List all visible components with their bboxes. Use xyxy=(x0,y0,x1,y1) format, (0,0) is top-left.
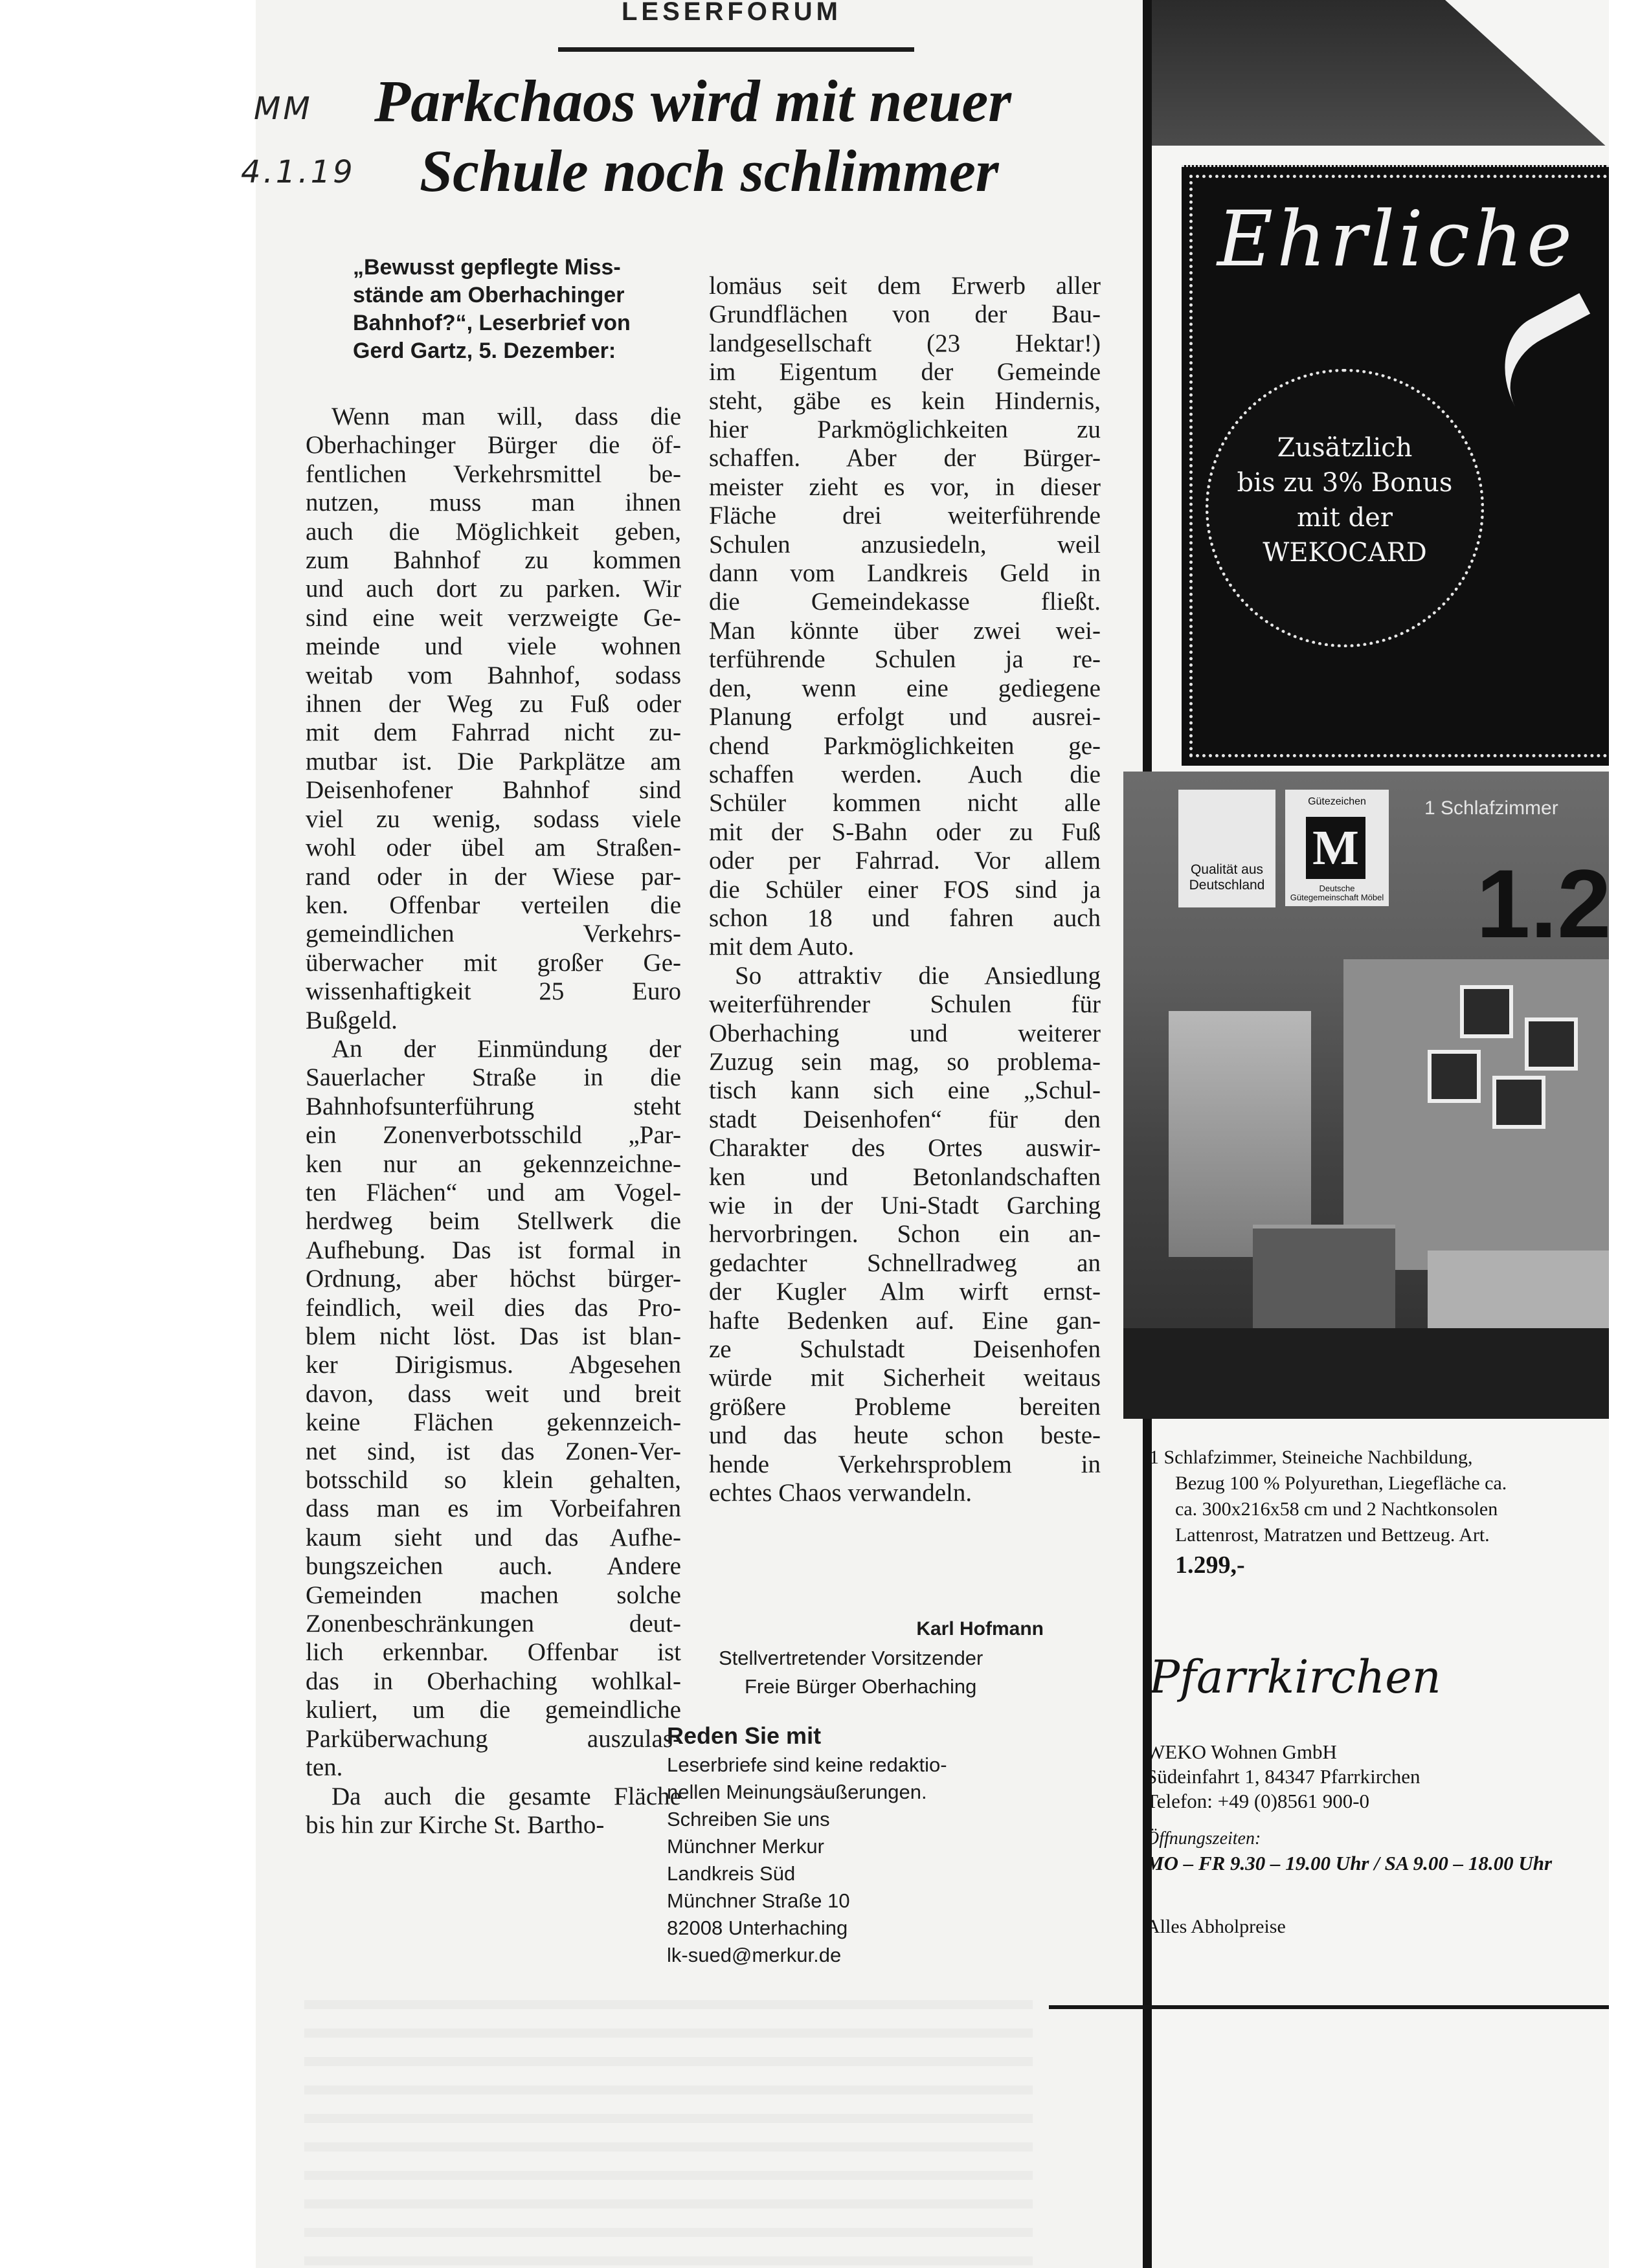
article-line: ihnen der Weg zu Fuß oder xyxy=(306,690,681,718)
article-line: hier Parkmöglichkeiten zu xyxy=(709,416,1101,444)
quality-mark-logo: M xyxy=(1306,817,1365,879)
hours-label: Öffnungszeiten: xyxy=(1146,1829,1261,1849)
article-line: Oberhachinger Bürger die öf- xyxy=(306,431,681,460)
quality-mark-bottom: Deutsche Gütegemeinschaft Möbel xyxy=(1290,884,1384,902)
article-line: viel zu wenig, sodass viele xyxy=(306,805,681,833)
article-line: Deisenhofener Bahnhof sind xyxy=(306,776,681,805)
article-line: nutzen, muss man ihnen xyxy=(306,489,681,517)
article-line: mit der S-Bahn oder zu Fuß xyxy=(709,817,1101,846)
article-line: Oberhaching und weiterer xyxy=(709,1019,1101,1047)
article-line: ten. xyxy=(306,1753,343,1782)
big-price: 1.2 xyxy=(1476,849,1612,958)
photo-window xyxy=(1169,1011,1311,1257)
article-line: und auch dort zu parken. Wir xyxy=(306,575,681,603)
article-line: wohl oder übel am Straßen- xyxy=(306,834,681,862)
ad-bottom-rule xyxy=(1049,2005,1609,2009)
product-line: 1 Schlafzimmer, Steineiche Nachbildung, xyxy=(1149,1447,1473,1468)
article-line: feindlich, weil dies das Pro- xyxy=(306,1293,681,1322)
headline-line-1: Parkchaos wird mit neuer xyxy=(374,68,1012,134)
article-line: die Gemeindekasse fließt. xyxy=(709,588,1101,616)
article-line: herdweg beim Stellwerk die xyxy=(306,1207,681,1236)
info-box-line: Leserbriefe sind keine redaktio- xyxy=(667,1753,947,1776)
letter-column-1 xyxy=(306,403,681,1840)
bonus-line: Zusätzlich xyxy=(1277,433,1413,463)
article-line: überwacher mit großer Ge- xyxy=(306,948,681,977)
article-line: mit dem Auto. xyxy=(709,933,855,961)
bonus-text xyxy=(1206,430,1484,570)
article-line: landgesellschaft (23 Hektar!) xyxy=(709,329,1101,357)
article-line: schaffen werden. Auch die xyxy=(709,760,1101,788)
article-line: net sind, ist das Zonen-Ver- xyxy=(306,1437,681,1465)
article-line: auch die Möglichkeit geben, xyxy=(306,517,681,546)
article-line: Schüler kommen nicht alle xyxy=(709,789,1101,817)
quality-mark-badge xyxy=(1285,790,1389,906)
headline-line-2: Schule noch schlimmer xyxy=(420,138,999,204)
ad-script-headline: Ehrliche xyxy=(1217,194,1576,284)
section-rule xyxy=(558,47,914,52)
article-line: dass man es im Vorbeifahren xyxy=(306,1495,681,1523)
article-line: Parküberwachung auszulas- xyxy=(306,1724,681,1753)
intro-line: „Bewusst gepflegte Miss- xyxy=(353,255,621,280)
article-line: Zonenbeschränkungen deut- xyxy=(306,1610,681,1638)
product-line: ca. 300x216x58 cm und 2 Nachtkonsolen xyxy=(1175,1498,1498,1520)
article-line: schaffen. Aber der Bürger- xyxy=(709,444,1101,472)
article-line: hafte Bedenken auf. Eine gan- xyxy=(709,1306,1101,1335)
info-box-line: Landkreis Süd xyxy=(667,1862,796,1885)
article-line: bungszeichen auch. Andere xyxy=(306,1552,681,1581)
wall-picture xyxy=(1460,985,1513,1038)
quality-badge-label: Qualität aus Deutschland xyxy=(1189,862,1265,893)
info-box-line: Schreiben Sie uns xyxy=(667,1808,830,1830)
info-box-line: Münchner Straße 10 xyxy=(667,1889,850,1912)
article-line: gemeindlichen Verkehrs- xyxy=(306,920,681,948)
article-line: Aufhebung. Das ist formal in xyxy=(306,1236,681,1264)
article-line: keine Flächen gekennzeich- xyxy=(306,1408,681,1437)
intro-reference xyxy=(353,254,683,365)
store-phone: Telefon: +49 (0)8561 900-0 xyxy=(1146,1790,1370,1812)
author-role-1: Stellvertretender Vorsitzender xyxy=(719,1647,983,1669)
article-line: stadt Deisenhofen“ für den xyxy=(709,1105,1101,1133)
article-line: Bußgeld. xyxy=(306,1006,398,1034)
article-line: chend Parkmöglichkeiten ge- xyxy=(709,731,1101,760)
article-line: Da auch die gesamte Fläche xyxy=(331,1782,681,1810)
article-line: Schulen anzusiedeln, weil xyxy=(709,530,1101,559)
store-location-script: Pfarrkirchen xyxy=(1149,1651,1441,1704)
article-line: schon 18 und fahren auch xyxy=(709,904,1101,932)
article-line: Zuzug sein mag, so problema- xyxy=(709,1047,1101,1076)
article-line: hende Verkehrsproblem in xyxy=(709,1450,1101,1478)
product-price: 1.299,- xyxy=(1175,1551,1245,1579)
article-line: gedachter Schnellradweg an xyxy=(709,1249,1101,1277)
article-line: lich erkennbar. Offenbar ist xyxy=(306,1638,681,1667)
wall-picture xyxy=(1492,1076,1545,1129)
section-label: LESERFORUM xyxy=(622,0,842,26)
info-box xyxy=(667,1720,1029,1969)
article-line: So attraktiv die Ansiedlung xyxy=(735,961,1101,990)
article-line: im Eigentum der Gemeinde xyxy=(709,358,1101,386)
bonus-line: mit der xyxy=(1297,503,1393,533)
quality-mark-top: Gütezeichen xyxy=(1308,796,1366,807)
article-line: ker Dirigismus. Abgesehen xyxy=(306,1351,681,1379)
article-line: Bahnhofsunterführung steht xyxy=(306,1092,681,1120)
article-line: größere Probleme bereiten xyxy=(709,1392,1101,1421)
article-line: weitab vom Bahnhof, sodass xyxy=(306,661,681,689)
article-line: steht, gäbe es kein Hindernis, xyxy=(709,386,1101,415)
author-name: Karl Hofmann xyxy=(916,1618,1044,1640)
article-line: die Schüler einer FOS sind ja xyxy=(709,875,1101,904)
info-box-line: nellen Meinungsäußerungen. xyxy=(667,1781,927,1803)
info-box-line: 82008 Unterhaching xyxy=(667,1917,848,1939)
intro-line: Bahnhof?“, Leserbrief von xyxy=(353,311,631,335)
article-line: botsschild so klein gehalten, xyxy=(306,1466,681,1495)
article-line: zum Bahnhof zu kommen xyxy=(306,546,681,575)
handwritten-date: 4.1.19 xyxy=(241,154,355,190)
article-line: den, wenn eine gediegene xyxy=(709,674,1101,702)
article-line: ken nur an gekennzeichne- xyxy=(306,1150,681,1178)
product-line: Bezug 100 % Polyurethan, Liegefläche ca. xyxy=(1175,1473,1507,1494)
article-line: sind eine weit verzweigte Ge- xyxy=(306,603,681,632)
article-line: rand oder in der Wiese par- xyxy=(306,862,681,891)
letter-column-2 xyxy=(709,272,1101,1507)
article-line: das in Oberhaching wohlkal- xyxy=(306,1667,681,1695)
article-line: mit dem Fahrrad nicht zu- xyxy=(306,718,681,747)
article-line: kaum sieht und das Aufhe- xyxy=(306,1523,681,1551)
article-line: Sauerlacher Straße in die xyxy=(306,1063,681,1092)
article-line: Man könnte über zwei wei- xyxy=(709,616,1101,645)
article-line: ten Flächen“ und am Vogel- xyxy=(306,1178,681,1206)
wall-picture xyxy=(1428,1050,1481,1103)
article-line: ein Zonenverbotsschild „Par- xyxy=(306,1121,681,1150)
article-line: der Kugler Alm wirft ernst- xyxy=(709,1278,1101,1306)
article-line: mutbar ist. Die Parkplätze am xyxy=(306,747,681,775)
info-box-title: Reden Sie mit xyxy=(667,1722,822,1749)
article-line: ken und Betonlandschaften xyxy=(709,1162,1101,1191)
article-line: echtes Chaos verwandeln. xyxy=(709,1479,972,1507)
article-line: wissenhaftigkeit 25 Euro xyxy=(306,977,681,1006)
pickup-note: Alles Abholpreise xyxy=(1146,1916,1286,1937)
company-name: WEKO Wohnen GmbH xyxy=(1146,1740,1337,1763)
store-info xyxy=(1107,1740,1609,1939)
letter-signature xyxy=(719,1618,1044,1701)
article-line: tisch kann sich eine „Schul- xyxy=(709,1076,1101,1105)
article-line: bis hin zur Kirche St. Bartho- xyxy=(306,1810,605,1839)
article-line: hervorbringen. Schon ein an- xyxy=(709,1220,1101,1249)
article-line: ze Schulstadt Deisenhofen xyxy=(709,1335,1101,1364)
opening-hours: MO – FR 9.30 – 19.00 Uhr / SA 9.00 – 18.00 Uhr xyxy=(1146,1852,1553,1874)
article-line: und das heute schon beste- xyxy=(709,1421,1101,1450)
article-line: Planung erfolgt und ausrei- xyxy=(709,703,1101,731)
wall-picture xyxy=(1525,1017,1578,1071)
article-line: terführende Schulen ja re- xyxy=(709,645,1101,674)
article-line: Fläche drei weiterführende xyxy=(709,502,1101,530)
product-description xyxy=(1149,1445,1609,1582)
article-line: wie in der Uni-Stadt Garching xyxy=(709,1192,1101,1219)
article-line: meinde und viele wohnen xyxy=(306,632,681,661)
article-line: oder per Fahrrad. Vor allem xyxy=(709,847,1101,875)
photo-caption: 1 Schlafzimmer xyxy=(1424,797,1558,819)
store-address: Südeinfahrt 1, 84347 Pfarrkirchen xyxy=(1146,1765,1421,1788)
article-line: dann vom Landkreis Geld in xyxy=(709,559,1101,588)
article-line: Ordnung, aber höchst bürger- xyxy=(306,1265,681,1293)
bonus-line: bis zu 3% Bonus xyxy=(1237,468,1453,498)
handwritten-source: MM xyxy=(254,91,313,127)
product-line: Lattenrost, Matratzen und Bettzeug. Art. xyxy=(1175,1524,1490,1546)
article-line: weiterführender Schulen für xyxy=(709,990,1101,1019)
intro-line: Gerd Gartz, 5. Dezember: xyxy=(353,339,616,363)
article-line: fentlichen Verkehrsmittel be- xyxy=(306,460,681,488)
article-line: würde mit Sicherheit weitaus xyxy=(709,1364,1101,1392)
quality-badge xyxy=(1178,790,1275,907)
article-line: An der Einmündung der xyxy=(331,1034,681,1063)
intro-line: stände am Oberhachinger xyxy=(353,283,625,307)
article-line: ken. Offenbar verteilen die xyxy=(306,891,681,919)
photo-floor xyxy=(1123,1328,1609,1419)
article-line: blem nicht löst. Das ist blan- xyxy=(306,1322,681,1350)
article-line: Grundflächen von der Bau- xyxy=(709,300,1101,329)
article-line: Wenn man will, dass die xyxy=(331,403,681,430)
bleed-through-text xyxy=(304,1981,1033,2268)
article-line: meister zieht es vor, in dieser xyxy=(709,472,1101,501)
article-line: davon, dass weit und breit xyxy=(306,1379,681,1408)
info-box-line: Münchner Merkur xyxy=(667,1835,824,1858)
bonus-line: WEKOCARD xyxy=(1263,538,1427,568)
author-role-2: Freie Bürger Oberhaching xyxy=(745,1675,977,1698)
article-line: kuliert, um die gemeindliche xyxy=(306,1696,681,1724)
article-line: Gemeinden machen solche xyxy=(306,1581,681,1609)
article-line: lomäus seit dem Erwerb aller xyxy=(709,272,1101,300)
article-line: Charakter des Ortes auswir- xyxy=(709,1134,1101,1162)
info-box-email[interactable]: lk-sued@merkur.de xyxy=(667,1944,842,1966)
